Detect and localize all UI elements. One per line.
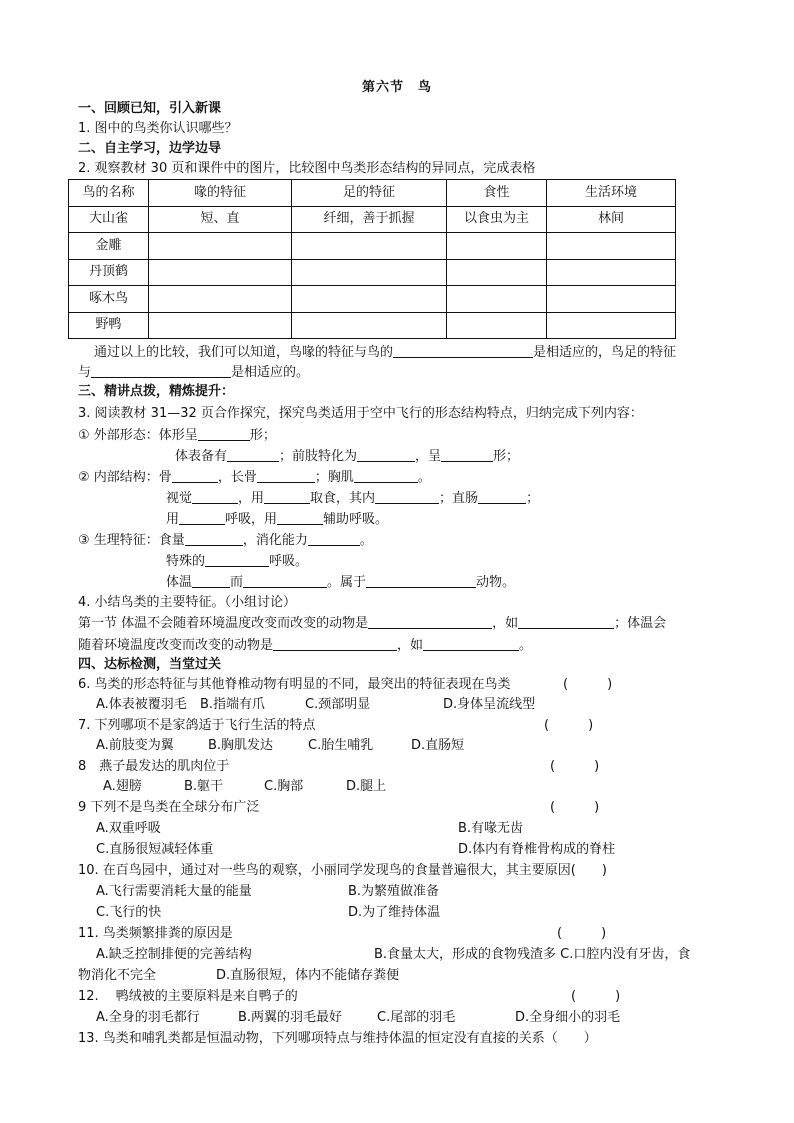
option[interactable]: C.胸部 [264,779,304,794]
conclusion-text: 是相适应的，鸟足的特征 [533,345,677,360]
fill-text: 。 [417,470,431,485]
question-1: 1. 图中的鸟类你认识哪些？ [78,121,238,136]
answer-blank[interactable] [243,573,327,588]
fill-text: 辅助呼吸。 [323,512,389,527]
table-cell[interactable] [149,259,292,286]
table-cell: 野鸭 [69,312,149,339]
answer-blank[interactable] [264,489,310,504]
fill-text: 第一节 体温不会随着环境温度改变而改变的动物是 [78,616,369,631]
table-header: 食性 [447,180,547,207]
answer-blank[interactable] [393,343,533,358]
fill-text: 食量 [158,533,185,548]
answer-blank[interactable] [172,468,218,483]
fill-text: 取食，其内 [310,491,376,506]
option[interactable]: A.前肢变为翼 [96,738,174,753]
table-cell: 纤细，善于抓握 [292,206,447,233]
answer-paren[interactable]: ( ) [571,989,621,1004]
table-cell[interactable] [547,312,676,339]
section-4-heading: 四、达标检测，当堂过关 [78,657,222,672]
table-cell[interactable] [149,233,292,260]
fill-text: ；胸肌 [314,470,354,485]
answer-blank[interactable] [273,636,397,651]
table-cell[interactable] [447,259,547,286]
table-cell: 啄木鸟 [69,286,149,313]
fill-text: ，如 [492,616,519,631]
answer-paren[interactable]: ( ) [550,759,600,774]
table-header: 喙的特征 [149,180,292,207]
conclusion-text: 通过以上的比较，我们可以知道，鸟喙的特征与鸟的 [94,345,394,360]
fill-text: ，长骨 [217,470,257,485]
fill-text: 呼吸。 [269,554,309,569]
fill-text: 视觉 [166,491,193,506]
table-row [69,286,676,313]
fill-text: 骨 [158,470,172,485]
table-cell[interactable] [447,312,547,339]
option[interactable]: A.双重呼吸 [96,821,161,836]
external-form-line-2 [175,447,519,466]
internal-structure-line-1 [78,468,431,487]
fill-text: ，消化能力 [242,533,308,548]
option[interactable]: D.体内有脊椎骨构成的脊柱 [458,842,616,857]
fill-text: 形； [249,428,276,443]
option[interactable]: B.有喙无齿 [458,821,524,836]
answer-blank[interactable] [441,447,493,462]
option[interactable]: A.全身的羽毛都行 [96,1010,200,1025]
external-form-line-1 [78,426,276,445]
question-4-line-1 [78,614,666,633]
option[interactable]: B.胸肌发达 [208,738,274,753]
table-header: 足的特征 [292,180,447,207]
fill-text: ，呈 [415,449,442,464]
option[interactable]: C.胎生哺乳 [308,738,374,753]
physiology-line-1 [78,531,373,550]
answer-blank[interactable] [366,573,476,588]
option[interactable]: B.指端有爪 [200,697,266,712]
option[interactable]: D.全身细小的羽毛 [515,1010,621,1025]
fill-text: ；体温会 [614,616,667,631]
internal-structure-line-3 [166,510,388,529]
answer-blank[interactable] [308,531,360,546]
option[interactable]: D.腿上 [346,779,387,794]
question-4-line-2 [78,636,532,655]
table-cell[interactable] [292,312,447,339]
fill-text: 特殊的 [166,554,206,569]
physiology-label: ③ 生理特征： [78,533,159,548]
answer-blank[interactable] [257,468,315,483]
question-13: 13. 鸟类和哺乳类都是恒温动物，下列哪项特点与维持体温的恒定没有直接的关系（ ） [78,1031,597,1046]
question-7: 7. 下列哪项不是家鸽适于飞行生活的特点 [78,718,316,733]
option[interactable]: C.颈部明显 [305,697,371,712]
answer-blank[interactable] [192,573,230,588]
option[interactable]: D.身体呈流线型 [443,697,536,712]
answer-blank[interactable] [478,489,526,504]
table-row [69,259,676,286]
fill-text: 而 [230,575,244,590]
physiology-line-2 [166,552,308,571]
internal-structure-line-2 [166,489,539,508]
option-continuation: 物消化不完全 [78,968,157,983]
table-cell[interactable] [447,286,547,313]
answer-blank[interactable] [423,636,519,651]
fill-text: 随着环境温度改变而改变的动物是 [78,638,274,653]
fill-text: 。属于 [327,575,367,590]
table-row [69,206,676,233]
table-row [69,233,676,260]
option[interactable]: A.缺乏控制排便的完善结构 [96,947,252,962]
option[interactable]: D.直肠短 [411,738,465,753]
answer-blank[interactable] [227,447,279,462]
fill-text: ，如 [397,638,424,653]
fill-text: 动物。 [476,575,516,590]
table-row [69,312,676,339]
external-label: ① 外部形态： [78,428,159,443]
question-8: 8 燕子最发达的肌肉位于 [78,759,230,774]
bird-comparison-table [68,179,676,339]
question-12: 12. 鸭绒被的主要原料是来自鸭子的 [78,989,298,1004]
answer-blank[interactable] [179,510,225,525]
table-cell[interactable] [547,233,676,260]
answer-paren[interactable]: ( ) [544,718,594,733]
question-3: 3. 阅读教材 31—32 页合作探究，探究鸟类适用于空中飞行的形态结构特点，归纳完成下列内容： [78,406,643,421]
question-6: 6. 鸟类的形态特征与其他脊椎动物有明显的不同，最突出的特征表现在鸟类 [78,677,511,692]
question-4: 4. 小结鸟类的主要特征。（小组讨论） [78,595,297,610]
table-cell[interactable] [292,233,447,260]
section-2-heading: 二、自主学习，边学边导 [78,141,222,156]
option[interactable]: C.飞行的快 [96,905,162,920]
fill-text: ，用 [238,491,265,506]
table-cell: 林间 [547,206,676,233]
answer-paren[interactable]: ( ) [557,926,607,941]
answer-blank[interactable] [205,552,269,567]
table-header: 鸟的名称 [69,180,149,207]
option[interactable]: D.为了维持体温 [348,905,441,920]
table-cell[interactable] [292,259,447,286]
fill-text: ；直肠 [439,491,479,506]
fill-text: 体温 [166,575,193,590]
answer-blank[interactable] [192,489,238,504]
option[interactable]: A.翅膀 [103,779,142,794]
table-cell[interactable] [149,286,292,313]
table-cell: 大山雀 [69,206,149,233]
conclusion-text: 是相适应的。 [231,365,310,380]
option[interactable]: D.直肠很短，体内不能储存粪便 [216,968,400,983]
table-cell: 丹顶鹤 [69,259,149,286]
fill-text: 。 [359,533,373,548]
answer-blank[interactable] [368,614,492,629]
question-9: 9 下列不是鸟类在全球分布广泛 [78,800,260,815]
question-2: 2. 观察教材 30 页和课件中的图片，比较图中鸟类形态结构的异同点，完成表格 [78,161,536,176]
page-title: 第六节 鸟 [362,80,433,95]
option[interactable]: A.飞行需要消耗大量的能量 [96,884,252,899]
fill-text: 体表备有 [175,449,228,464]
table-cell: 以食虫为主 [447,206,547,233]
fill-text: 用 [166,512,180,527]
answer-blank[interactable] [91,363,231,378]
answer-blank[interactable] [354,468,418,483]
conclusion-line-2 [78,363,309,382]
table-cell[interactable] [547,286,676,313]
table-cell[interactable] [547,259,676,286]
section-3-heading: 三、精讲点拨，精炼提升： [78,384,235,399]
question-10: 10. 在百鸟园中，通过对一些鸟的观察，小丽同学发现鸟的食量普遍很大，其主要原因( ) [78,863,607,878]
internal-label: ② 内部结构： [78,470,159,485]
answer-blank[interactable] [185,531,243,546]
option[interactable]: A.体表被覆羽毛 [96,697,187,712]
fill-text: 体形呈 [158,428,198,443]
question-11: 11. 鸟类频繁排粪的原因是 [78,926,233,941]
table-header-row [69,180,676,207]
conclusion-text: 与 [78,365,92,380]
fill-text: ；前肢特化为 [279,449,358,464]
table-cell: 短、直 [149,206,292,233]
answer-blank[interactable] [277,510,323,525]
table-cell[interactable] [149,312,292,339]
answer-paren[interactable]: ( ) [550,800,600,815]
table-header: 生活环境 [547,180,676,207]
option[interactable]: B.两翼的羽毛最好 [238,1010,343,1025]
answer-blank[interactable] [375,489,439,504]
conclusion-line-1 [94,343,676,362]
answer-blank[interactable] [518,614,614,629]
option[interactable]: B.食量太大，形成的食物残渣多 C.口腔内没有牙齿，食 [374,947,691,962]
table-cell[interactable] [447,233,547,260]
fill-text: 形； [493,449,520,464]
option[interactable]: B.躯干 [184,779,224,794]
section-1-heading: 一、回顾已知，引入新课 [78,101,222,116]
fill-text: 。 [519,638,533,653]
table-cell: 金雕 [69,233,149,260]
fill-text: 呼吸，用 [225,512,278,527]
answer-paren[interactable]: ( ) [563,677,613,692]
table-cell[interactable] [292,286,447,313]
fill-text: ； [526,491,540,506]
answer-blank[interactable] [198,426,250,441]
option[interactable]: C.直肠很短减轻体重 [96,842,214,857]
option[interactable]: B.为繁殖做准备 [348,884,440,899]
physiology-line-3 [166,573,515,592]
answer-blank[interactable] [357,447,415,462]
option[interactable]: C.尾部的羽毛 [377,1010,456,1025]
